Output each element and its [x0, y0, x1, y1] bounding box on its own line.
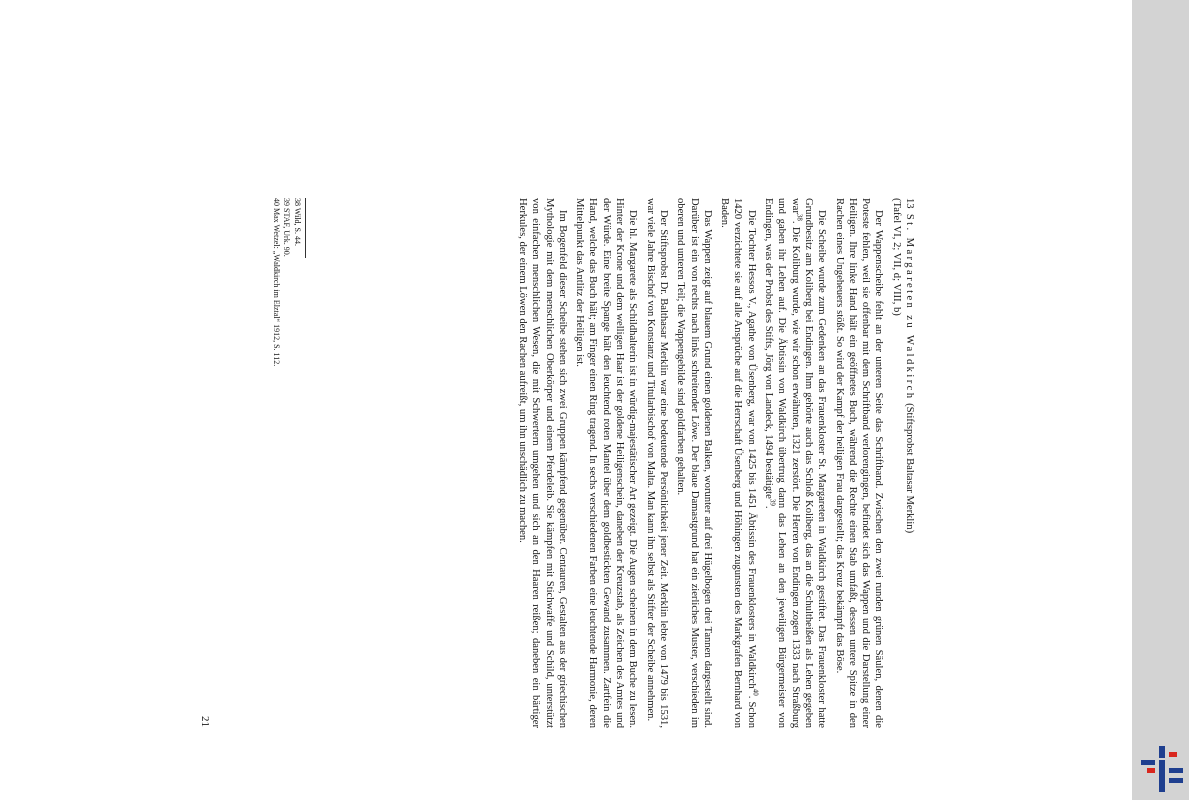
- section-heading: [903, 198, 916, 728]
- page-number: 21: [199, 716, 211, 727]
- logo-blue-bar-top: [1159, 746, 1165, 758]
- heading-plate-reference: (Tafel VI, 2; VII, d; VIII, b): [890, 198, 902, 316]
- paragraph-2: [762, 198, 828, 728]
- heading-title: St. Margareten zu Waldkirch: [904, 213, 915, 401]
- footnote-38: 38 Wild, S. 44.: [293, 198, 302, 246]
- page-text-body: [216, 198, 916, 728]
- paragraph-3-text: Die Tochter Hessos V., Agathe von Üsenberg, war von 1425 bis 1451 Äbtissin des Frauenklosters in Waldkirch: [745, 210, 757, 689]
- viewer-sidebar: [1132, 0, 1189, 800]
- book-page-rotated: [186, 140, 946, 780]
- heading-number: 13: [904, 198, 915, 209]
- paragraph-6: Die hl. Margarete als Schildhalterin ist in würdig-majestätischer Art gezeigt. Die Augen scheinen in dem Buche zu lesen. Hinter der Krone und dem welligen Haar ist der goldene Heiligenschein, daneben der Kreuzstab, als Zeichen des Amtes und der Würde. Eine breite Spange hält den leuchtend roten Mantel über dem goldbestickten Gewand zusammen. Zartfein die Hand, welche das Buch hält; am Finger einen Ring tragend. In sechs verschiedenen Farben eine leuchtende Harmonie, deren Mittelpunkt das Antlitz der Heiligen ist.: [574, 198, 639, 728]
- footnote-ref-40[interactable]: 40: [751, 688, 760, 696]
- logo-red-bar-right: [1169, 752, 1177, 757]
- paragraph-2-continued: . Die Koliburg wurde, wie wir schon erwähnten, 1321 zerstört. Die Herren von Endingen zogen 1333 nach Straßburg und gaben ihr Lehen auf. Die Äbtissin von Waldkirch übertrug dann das Lehen an den jeweiligen Bürgermeister von Endingen, was der Probst des Stifts, Jörg von Landeck, 1494 bestätigte: [763, 198, 801, 728]
- footnote-rule: [305, 198, 306, 258]
- footnote-39: 39 STAF, Urk. 90.: [282, 198, 292, 257]
- paragraph-3-continued: . Schon 1420 verzichtete sie auf alle Ansprüche auf die Herrschaft Üsenberg und Höhingen zugunsten des Markgrafen Bernhard von Baden.: [719, 198, 757, 728]
- paragraph-4: Das Wappen zeigt auf blauem Grund einen goldenen Balken, worunter auf drei Hügelbogen drei Tannen dargestellt sind. Darüber ist ein von rechts nach links schreitender Löwe. Der blaue Damastgrund hat ein zierliches Muster, verschieden im oberen und unteren Teil; die Wappengebilde sind goldfarben gehalten.: [675, 198, 713, 728]
- paragraph-7: Im Bogenfeld dieser Scheibe stehen sich zwei Gruppen kämpfend gegenüber. Centauren, Gestalten aus der griechischen Mythologie mit dem menschlichen Oberkörper und einem Pferdeleib. Sie kämpfen mit Stichwaffe und Schild, unterstützt von einfachen menschlichen Wesen, die mit Schwertern umgehen und sich an den Haaren reißen; daneben ein bärtiger Herkules, der einem Löwen den Rachen aufreißt, um ihn unschädlich zu machen.: [516, 198, 568, 728]
- paragraph-3: [718, 198, 758, 728]
- paragraph-2-end: .: [763, 505, 775, 509]
- logo-blue-bar-left: [1141, 760, 1155, 765]
- logo-blue-bar-low: [1169, 778, 1183, 783]
- heading-subtitle: (Stiftsprobst Baltasar Merklin): [904, 403, 915, 534]
- footnote-ref-39[interactable]: 39: [768, 498, 777, 506]
- logo-blue-bar-right: [1169, 768, 1183, 773]
- logo-red-bar-left: [1147, 768, 1155, 773]
- ub-freiburg-logo-icon[interactable]: [1141, 746, 1183, 792]
- paragraph-5: Der Stiftsprobst Dr. Balthasar Merklin war eine bedeutende Persönlichkeit jener Zeit. Merklin lebte von 1479 bis 1531, war viele Jahre Bischof von Konstanz und Titularbischof von Malta. Man kann ihn selbst als Stifter der Scheibe annehmen.: [644, 198, 669, 728]
- footnote-ref-38[interactable]: 38: [795, 213, 804, 221]
- footnote-40: 40 Max Wetzel: „Waldkirch im Elztal“ 1912, S. 112.: [272, 198, 281, 367]
- footnotes: [271, 198, 307, 728]
- paragraph-1: Der Wappenscheibe fehlt an der unteren Seite das Schriftband. Zwischen den zwei runden grünen Säulen, denen die Poteste fehlen, weil sie offenbar mit dem Schriftband verlorengingen, befindet sich das Wappen und die Darstellung einer Heiligen. Ihre linke Hand hält ein geöffnetes Buch, während die Rechte einen Stab umfaßt, dessen untere Spitze in den Rachen eines Ungeheuers stößt. So wird der Kampf der heiligen Frau dargestellt; das Kreuz bekämpft das Böse.: [833, 198, 885, 728]
- paragraph-2-text: Die Scheibe wurde zum Gedenken an das Frauenkloster St. Margareten in Waldkirch gestiftet. Das Frauenkloster hatte Grundbesitz am Koliberg bei Endingen. Ihm gehörte auch das Schloß Koliberg, das an die Schultheißen als Lehen gegeben war: [789, 198, 828, 728]
- logo-blue-bar-mid: [1159, 760, 1165, 792]
